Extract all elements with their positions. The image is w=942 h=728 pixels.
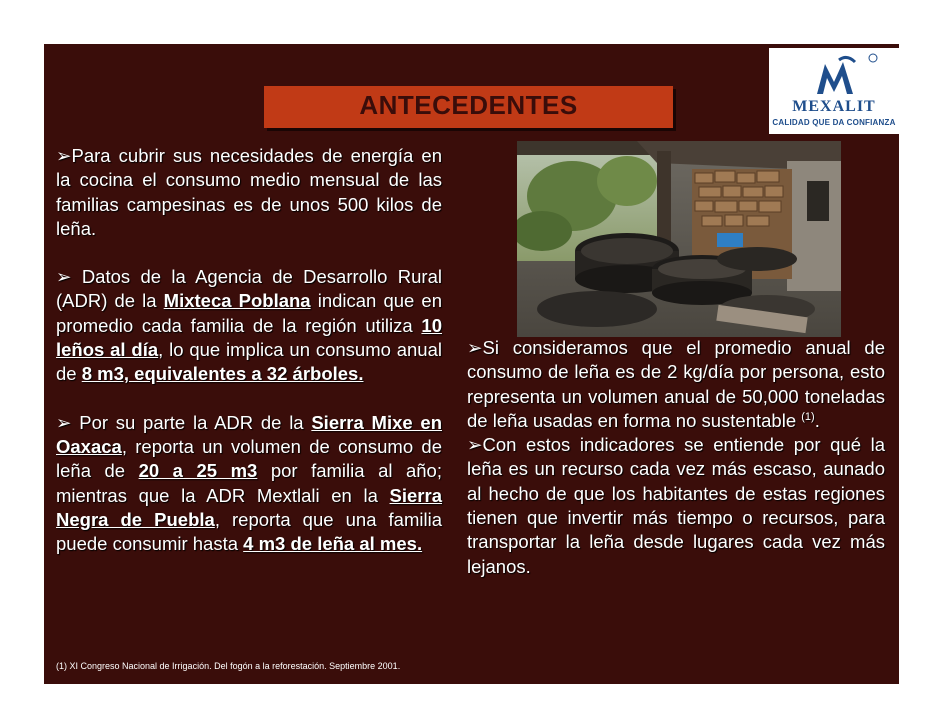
page-title: ANTECEDENTES xyxy=(359,90,578,120)
paragraph-promedio-anual: ➢Si consideramos que el promedio anual de consumo de leña es de 2 kg/día por persona, esto representa un volumen anual de 50,000 toneladas de leña usadas en forma no sustentable $^{(1)}$. xyxy=(467,337,885,431)
paragraph-recurso-escaso: ➢Con estos indicadores se entiende por qué la leña es un recurso cada vez más escaso, aunado al hecho de que los habitantes de estas regiones tienen que invertir más tiempo o recursos, para transportar la leña desde lugares cada vez más lejanos. xyxy=(467,434,885,577)
paragraph-mixteca-poblana: ➢ Datos de la Agencia de Desarrollo Rural (ADR) de la Mixteca Poblana indican que en promedio cada familia de la región utiliza 10 leños al día, lo que implica un consumo anual de 8 m3, equivalentes a 32 árboles. xyxy=(56,266,442,385)
right-text-column xyxy=(467,336,885,579)
mexalit-logo xyxy=(769,48,899,134)
paragraph-sierra-mixe: ➢ Por su parte la ADR de la Sierra Mixe en Oaxaca, reporta un volumen de consumo de leña de 20 a 25 m3 por familia al año; mientras que la ADR Mextlali en la Sierra Negra de Puebla, reporta que una familia puede consumir hasta 4 m3 de leña al mes. xyxy=(56,411,442,555)
left-text-column xyxy=(56,144,442,556)
title-bar xyxy=(264,86,673,128)
logo-name: MEXALIT xyxy=(792,98,876,115)
logo-tagline: CALIDAD QUE DA CONFIANZA xyxy=(772,118,896,127)
firewood-kitchen-photo xyxy=(517,141,841,337)
paragraph-consumo-medio: ➢Para cubrir sus necesidades de energía en la cocina el consumo medio mensual de las familias campesinas es de unos 500 kilos de leña. xyxy=(56,145,442,239)
footnote: (1) XI Congreso Nacional de Irrigación. Del fogón a la reforestación. Septiembre 2001. xyxy=(56,661,401,671)
